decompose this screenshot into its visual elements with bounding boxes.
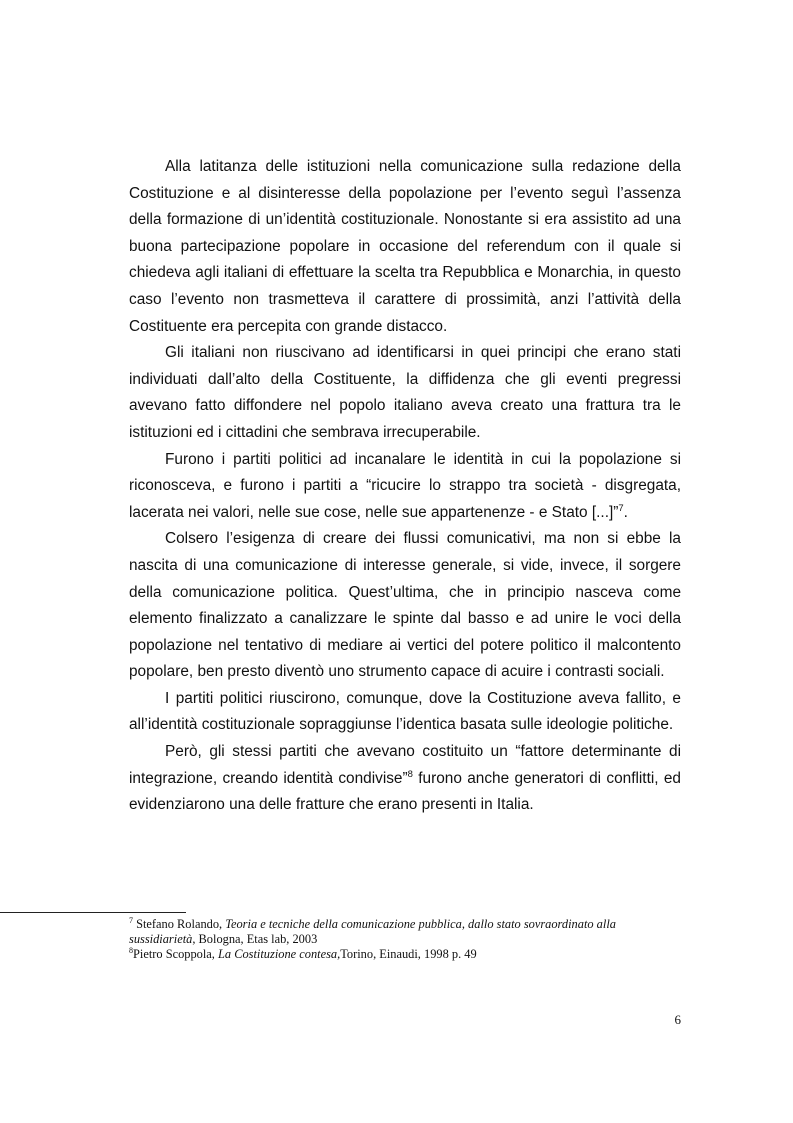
footnote-ref-7[interactable]: 7 — [618, 502, 624, 514]
footnote-8-details: Torino, Einaudi, 1998 p. 49 — [340, 947, 477, 961]
footnotes — [129, 917, 681, 962]
footnote-7-title: Teoria e tecniche della comunicazione pubblica, dallo stato sovraordinato alla sussidiarietà — [129, 917, 616, 946]
paragraph-6-text-a: Però, gli stessi partiti che avevano costituito un “fattore determinante di integrazione, creando identità condivise” — [129, 743, 681, 787]
footnote-8-number: 8 — [129, 945, 133, 955]
paragraph-6 — [129, 739, 681, 819]
paragraph-3-text: Furono i partiti politici ad incanalare le identità in cui la popolazione si riconosceva, e furono i partiti a “ricucire lo strappo tra società - disgregata, lacerata nei valori, nelle sue cose, nelle sue appartenenze - e Stato [...]” — [129, 450, 681, 521]
paragraph-1: Alla latitanza delle istituzioni nella comunicazione sulla redazione della Costituzione e al disinteresse della popolazione per l’evento seguì l’assenza della formazione di un’identità costituzionale. Nonostante si era assistito ad una buona partecipazione popolare in occasione del referendum con il quale si chiedeva agli italiani di effettuare la scelta tra Repubblica e Monarchia, in questo caso l’evento non trasmetteva il carattere di prossimità, anzi l’attività della Costituente era percepita con grande distacco. — [129, 158, 681, 335]
footnote-ref-8[interactable]: 8 — [407, 768, 413, 780]
paragraph-3 — [129, 447, 681, 527]
footnote-7-author: Stefano Rolando, — [133, 917, 226, 931]
footnote-7-number: 7 — [129, 915, 133, 925]
footnote-7 — [129, 917, 681, 947]
page-number: 6 — [674, 1012, 681, 1027]
footnote-8-title: La Costituzione contesa, — [218, 947, 341, 961]
paragraph-6-text-b: furono anche generatori di conflitti, ed evidenziarono una delle fratture che erano presenti in Italia. — [129, 769, 681, 814]
paragraph-4: Colsero l’esigenza di creare dei flussi comunicativi, ma non si ebbe la nascita di una comunicazione di interesse generale, si vide, invece, il sorgere della comunicazione politica. Quest’ultima, che in principio nasceva come elemento finalizzato a canalizzare le spinte dal basso e ad unire le voci della popolazione nel tentativo di mediare ai vertici del potere politico il malcontento popolare, ben presto diventò uno strumento capace di acuire i contrasti sociali. — [129, 530, 681, 681]
footnote-divider — [0, 912, 186, 913]
footnote-7-details: , Bologna, Etas lab, 2003 — [192, 932, 318, 946]
paragraph-5: I partiti politici riuscirono, comunque, dove la Costituzione aveva fallito, e all’identità costituzionale sopraggiunse l’identica basata sulle ideologie politiche. — [129, 689, 681, 734]
footnote-8-author: Pietro Scoppola, — [133, 947, 219, 961]
paragraph-2: Gli italiani non riuscivano ad identificarsi in quei principi che erano stati individuati dall’alto della Costituente, la diffidenza che gli eventi pregressi avevano fatto diffondere nel popolo italiano aveva creato una frattura tra le istituzioni ed i cittadini che sembrava irrecuperabile. — [129, 344, 681, 441]
paragraph-3-end: . — [623, 503, 628, 521]
footnote-8 — [129, 947, 681, 962]
main-text — [129, 154, 681, 819]
